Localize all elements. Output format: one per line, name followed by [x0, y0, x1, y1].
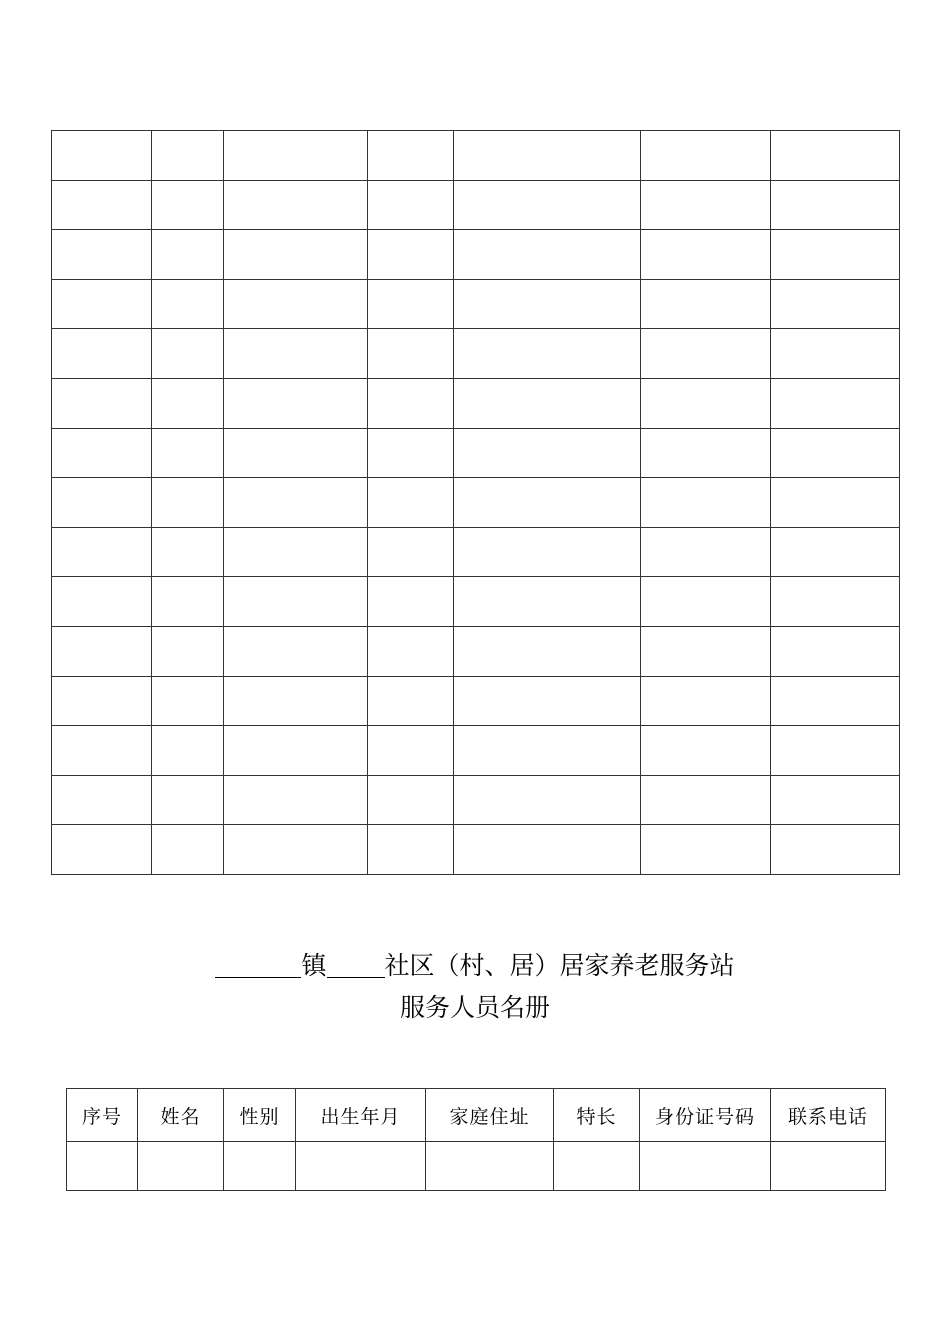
header-id-number: 身份证号码: [640, 1089, 771, 1142]
roster-title: [0, 945, 950, 1029]
table-cell[interactable]: [368, 230, 454, 280]
header-home-address: 家庭住址: [426, 1089, 554, 1142]
table-cell[interactable]: [368, 825, 454, 875]
table-cell[interactable]: [771, 527, 900, 577]
table-cell[interactable]: [771, 329, 900, 379]
header-phone: 联系电话: [771, 1089, 886, 1142]
table-row: [52, 676, 900, 726]
table-cell[interactable]: [641, 577, 771, 627]
table-cell[interactable]: [368, 676, 454, 726]
table-cell[interactable]: [368, 279, 454, 329]
table-row: [52, 527, 900, 577]
table-cell[interactable]: [224, 527, 368, 577]
table-cell[interactable]: [771, 279, 900, 329]
table-cell[interactable]: [771, 726, 900, 776]
roster-cell[interactable]: [224, 1142, 296, 1191]
table-cell[interactable]: [771, 378, 900, 428]
staff-roster-table: [66, 1088, 886, 1191]
table-cell[interactable]: [368, 329, 454, 379]
table-cell[interactable]: [641, 378, 771, 428]
table-cell[interactable]: [454, 180, 641, 230]
table-cell[interactable]: [224, 626, 368, 676]
table-cell[interactable]: [771, 825, 900, 875]
table-cell[interactable]: [641, 775, 771, 825]
table-cell[interactable]: [641, 726, 771, 776]
table-cell[interactable]: [641, 478, 771, 528]
table-row: [52, 428, 900, 478]
table-row: [52, 131, 900, 181]
table-cell[interactable]: [454, 577, 641, 627]
table-cell[interactable]: [52, 428, 152, 478]
table-cell[interactable]: [368, 577, 454, 627]
table-row: [52, 478, 900, 528]
roster-body: [67, 1142, 886, 1191]
table-cell[interactable]: [641, 329, 771, 379]
town-suffix: 镇: [301, 951, 327, 980]
roster-cell[interactable]: [138, 1142, 224, 1191]
table-cell[interactable]: [52, 825, 152, 875]
title-station-name: 社区（村、居）居家养老服务站: [384, 951, 735, 980]
table-cell[interactable]: [152, 279, 224, 329]
town-blank-field[interactable]: [215, 949, 301, 978]
table-cell[interactable]: [52, 378, 152, 428]
header-gender: 性别: [224, 1089, 296, 1142]
table-cell[interactable]: [368, 428, 454, 478]
table-cell[interactable]: [52, 775, 152, 825]
table-cell[interactable]: [454, 527, 641, 577]
table-cell[interactable]: [454, 676, 641, 726]
table-cell[interactable]: [152, 329, 224, 379]
table-cell[interactable]: [152, 775, 224, 825]
table-cell[interactable]: [641, 180, 771, 230]
table-cell[interactable]: [52, 131, 152, 181]
table-cell[interactable]: [52, 279, 152, 329]
roster-cell[interactable]: [426, 1142, 554, 1191]
roster-header-row: [67, 1089, 886, 1142]
table-cell[interactable]: [152, 726, 224, 776]
table-cell[interactable]: [771, 577, 900, 627]
table-row: [52, 279, 900, 329]
table-cell[interactable]: [368, 527, 454, 577]
table-cell[interactable]: [641, 527, 771, 577]
table-cell[interactable]: [52, 676, 152, 726]
table-cell[interactable]: [368, 180, 454, 230]
table-cell[interactable]: [771, 626, 900, 676]
table-cell[interactable]: [224, 676, 368, 726]
title-line-2: 服务人员名册: [399, 993, 550, 1022]
table-cell[interactable]: [454, 775, 641, 825]
table-cell[interactable]: [52, 726, 152, 776]
table-cell[interactable]: [52, 626, 152, 676]
table-cell[interactable]: [454, 230, 641, 280]
table-cell[interactable]: [641, 626, 771, 676]
community-blank-field[interactable]: [327, 949, 385, 978]
table-cell[interactable]: [771, 180, 900, 230]
table-row: [52, 825, 900, 875]
roster-cell[interactable]: [554, 1142, 640, 1191]
table-cell[interactable]: [771, 428, 900, 478]
table-cell[interactable]: [771, 478, 900, 528]
table-row: [52, 726, 900, 776]
table-cell[interactable]: [152, 676, 224, 726]
table-cell[interactable]: [454, 279, 641, 329]
table-cell[interactable]: [454, 626, 641, 676]
table-cell[interactable]: [368, 726, 454, 776]
table-cell[interactable]: [454, 726, 641, 776]
table-cell[interactable]: [771, 676, 900, 726]
table-cell[interactable]: [454, 428, 641, 478]
roster-cell[interactable]: [640, 1142, 771, 1191]
table-cell[interactable]: [224, 180, 368, 230]
table-cell[interactable]: [52, 478, 152, 528]
table-cell[interactable]: [454, 478, 641, 528]
header-name: 姓名: [138, 1089, 224, 1142]
table-cell[interactable]: [52, 230, 152, 280]
table-cell[interactable]: [152, 626, 224, 676]
table-cell[interactable]: [641, 825, 771, 875]
table-cell[interactable]: [641, 676, 771, 726]
table-cell[interactable]: [52, 329, 152, 379]
table-cell[interactable]: [224, 230, 368, 280]
table-cell[interactable]: [152, 478, 224, 528]
table-cell[interactable]: [224, 131, 368, 181]
table-cell[interactable]: [641, 230, 771, 280]
table-cell[interactable]: [224, 279, 368, 329]
table-cell[interactable]: [52, 577, 152, 627]
header-serial-number: 序号: [67, 1089, 138, 1142]
table-cell[interactable]: [52, 180, 152, 230]
roster-cell[interactable]: [67, 1142, 138, 1191]
header-specialty: 特长: [554, 1089, 640, 1142]
table-cell[interactable]: [224, 825, 368, 875]
table-cell[interactable]: [224, 329, 368, 379]
table-row: [52, 180, 900, 230]
table-cell[interactable]: [152, 428, 224, 478]
header-birth-date: 出生年月: [296, 1089, 426, 1142]
roster-cell[interactable]: [296, 1142, 426, 1191]
table-cell[interactable]: [368, 131, 454, 181]
table-cell[interactable]: [771, 775, 900, 825]
table-cell[interactable]: [641, 428, 771, 478]
table-cell[interactable]: [454, 825, 641, 875]
table-cell[interactable]: [152, 230, 224, 280]
table-row: [52, 775, 900, 825]
table-cell[interactable]: [641, 279, 771, 329]
table-cell[interactable]: [368, 626, 454, 676]
table-cell[interactable]: [641, 131, 771, 181]
table-row: [52, 230, 900, 280]
table-cell[interactable]: [224, 577, 368, 627]
table-cell[interactable]: [224, 428, 368, 478]
table-cell[interactable]: [152, 825, 224, 875]
table-cell[interactable]: [368, 378, 454, 428]
blank-grid-table: [51, 130, 900, 875]
table-cell[interactable]: [771, 131, 900, 181]
roster-cell[interactable]: [771, 1142, 886, 1191]
table-row: [52, 378, 900, 428]
table-cell[interactable]: [152, 527, 224, 577]
roster-row: [67, 1142, 886, 1191]
table-cell[interactable]: [368, 775, 454, 825]
table-cell[interactable]: [152, 180, 224, 230]
table-row: [52, 329, 900, 379]
table-row: [52, 577, 900, 627]
table-cell[interactable]: [224, 378, 368, 428]
title-line-1: [0, 945, 950, 987]
blank-grid-body: [52, 131, 900, 875]
table-cell[interactable]: [152, 131, 224, 181]
table-cell[interactable]: [224, 775, 368, 825]
table-cell[interactable]: [771, 230, 900, 280]
table-cell[interactable]: [52, 527, 152, 577]
table-cell[interactable]: [454, 378, 641, 428]
table-cell[interactable]: [152, 378, 224, 428]
table-cell[interactable]: [224, 726, 368, 776]
table-cell[interactable]: [454, 329, 641, 379]
table-cell[interactable]: [368, 478, 454, 528]
table-cell[interactable]: [152, 577, 224, 627]
table-row: [52, 626, 900, 676]
table-cell[interactable]: [224, 478, 368, 528]
table-cell[interactable]: [454, 131, 641, 181]
